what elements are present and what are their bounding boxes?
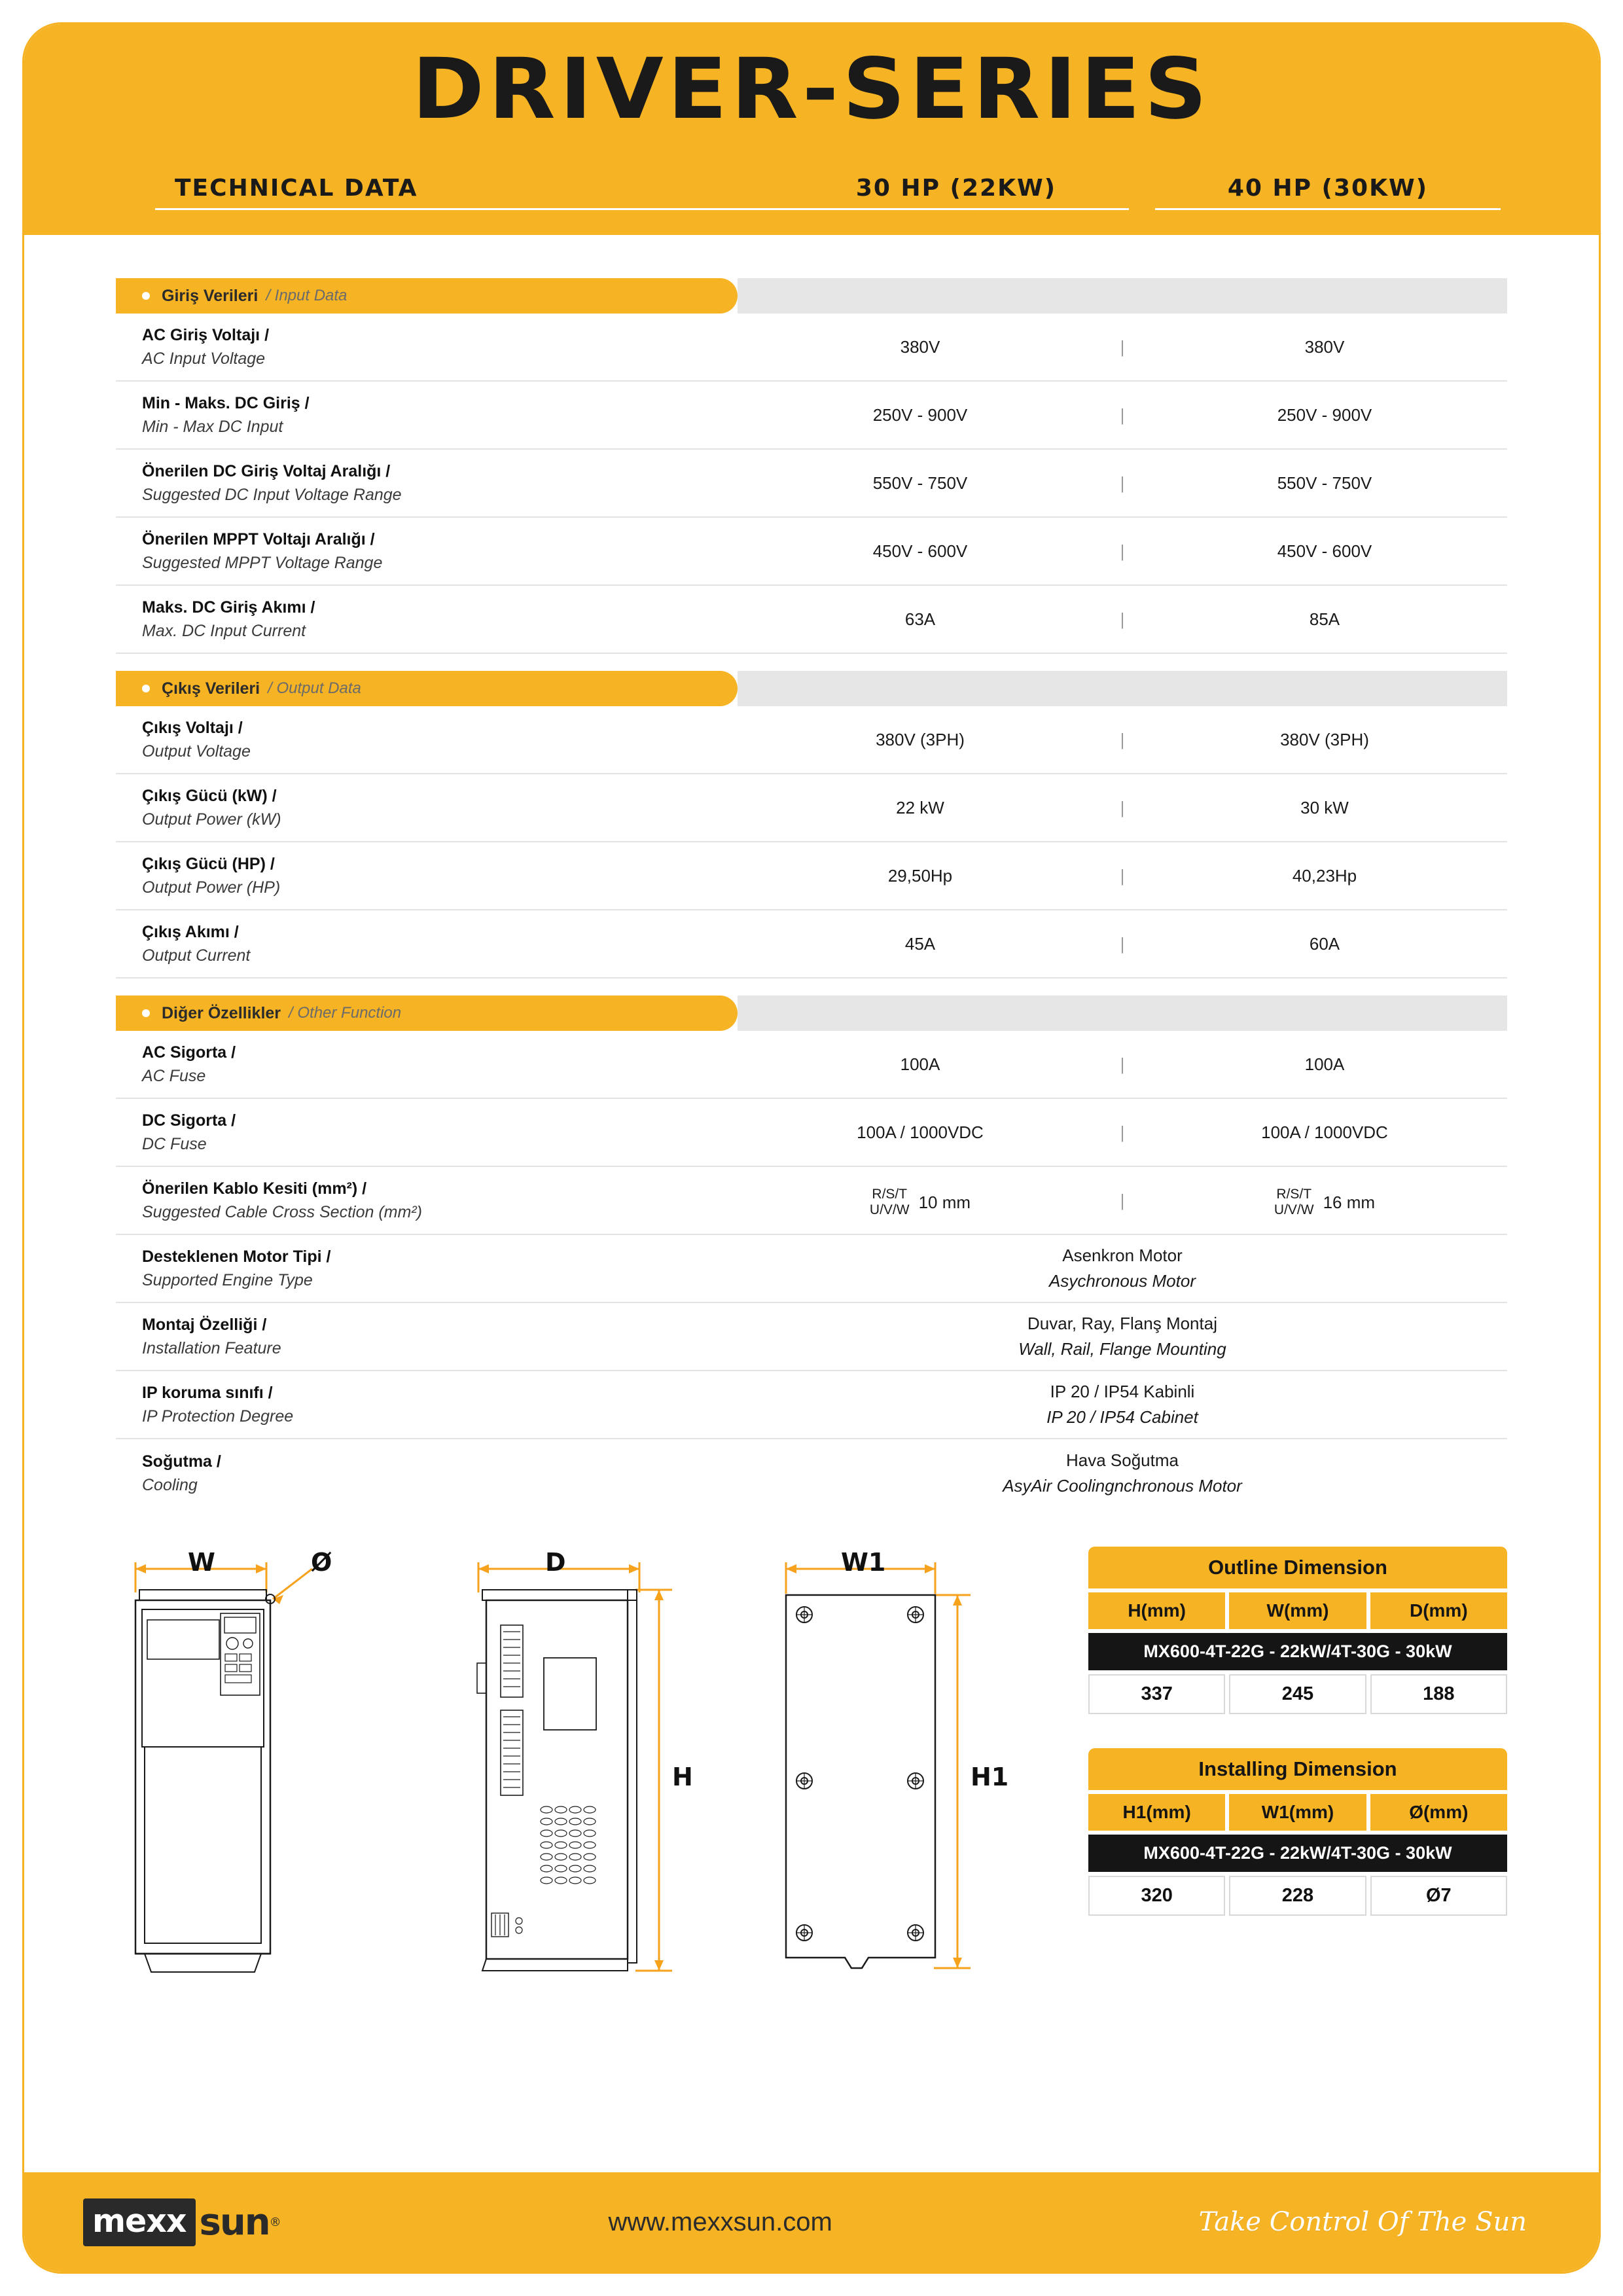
row-value-col2: 550V - 750V <box>1277 473 1372 493</box>
row-value-col1: 550V - 750V <box>872 473 968 493</box>
column-divider: | <box>1120 336 1125 357</box>
row-value-merged <box>738 1243 1507 1294</box>
row-label-en: IP Protection Degree <box>142 1407 294 1426</box>
table-row <box>116 450 1507 518</box>
row-value-col2: 60A <box>1309 933 1340 954</box>
column-header: Ø(mm) <box>1370 1794 1507 1831</box>
row-label <box>116 716 738 764</box>
row-value-en: AsyAir Coolingnchronous Motor <box>1003 1476 1242 1496</box>
row-label-tr: IP koruma sınıfı / <box>142 1383 273 1402</box>
row-value-col1: 45A <box>904 933 936 954</box>
sheet-frame <box>22 22 1601 2274</box>
cable-phase-tags <box>870 1187 910 1218</box>
table-row <box>116 518 1507 586</box>
row-value-col1: 450V - 600V <box>872 541 968 561</box>
row-value-merged <box>738 1311 1507 1362</box>
row-value-col2: 380V (3PH) <box>1280 729 1369 749</box>
section-title-en: / Output Data <box>268 679 361 697</box>
section-title-tr: Diğer Özellikler <box>162 1003 281 1022</box>
row-value-tr: IP 20 / IP54 Kabinli <box>1050 1382 1195 1401</box>
column-divider: | <box>1120 797 1125 817</box>
logo-mexx: mexx <box>83 2198 196 2246</box>
row-value-col1: 63A <box>904 609 936 629</box>
section-title-en: / Other Function <box>289 1004 402 1022</box>
row-label <box>116 1109 738 1157</box>
table-row-cable-cross-section <box>116 1167 1507 1235</box>
row-label-tr: Min - Maks. DC Giriş / <box>142 393 310 412</box>
cable-size-col2: 16 mm <box>1323 1192 1376 1212</box>
table-title: Installing Dimension <box>1088 1748 1507 1790</box>
row-label <box>116 459 738 507</box>
outline-dimension-table <box>1088 1547 1507 1714</box>
row-label-tr: Maks. DC Giriş Akımı / <box>142 598 315 617</box>
product-drawings <box>116 1547 1065 1998</box>
row-value-col1: 29,50Hp <box>887 865 953 886</box>
bullet-icon <box>142 1009 150 1017</box>
column-divider: | <box>1120 1054 1125 1074</box>
row-label-en: Max. DC Input Current <box>142 622 306 640</box>
row-label-en: AC Input Voltage <box>142 350 266 368</box>
technical-data-label: TECHNICAL DATA <box>155 175 783 210</box>
row-label-en: Suggested MPPT Voltage Range <box>142 554 383 572</box>
table-cell: 337 <box>1088 1674 1225 1714</box>
dimensions-area <box>24 1507 1599 1998</box>
row-label-en: Installation Feature <box>142 1339 281 1357</box>
row-value-col1: 22 kW <box>896 797 944 817</box>
row-value-col1: 380V (3PH) <box>876 729 965 749</box>
slogan-text: Take Control Of The Sun <box>1198 2207 1527 2237</box>
table-row <box>116 314 1507 382</box>
cable-size-col1: 10 mm <box>918 1192 971 1212</box>
row-label-en: Supported Engine Type <box>142 1271 313 1289</box>
section-title-en: / Input Data <box>266 287 348 304</box>
row-label-en: Suggested DC Input Voltage Range <box>142 486 402 504</box>
row-label-tr: Çıkış Gücü (HP) / <box>142 854 275 873</box>
row-label-tr: Önerilen DC Giriş Voltaj Aralığı / <box>142 461 391 480</box>
section-pill <box>116 278 738 314</box>
row-label-tr: Desteklenen Motor Tipi / <box>142 1247 331 1266</box>
row-label <box>116 1450 738 1498</box>
row-label-tr: Soğutma / <box>142 1452 221 1471</box>
row-label-tr: DC Sigorta / <box>142 1111 236 1130</box>
row-value-col2: 40,23Hp <box>1292 865 1357 886</box>
row-value-col2: 100A / 1000VDC <box>1261 1122 1388 1142</box>
row-label-en: DC Fuse <box>142 1135 207 1153</box>
table-row <box>116 1235 1507 1303</box>
column-header: D(mm) <box>1370 1592 1507 1629</box>
row-value-col1: 250V - 900V <box>872 404 968 425</box>
row-label-tr: Çıkış Akımı / <box>142 922 239 941</box>
dim-label-w1: W1 <box>841 1548 886 1577</box>
table-value-row <box>1088 1876 1507 1916</box>
table-row <box>116 586 1507 654</box>
column-divider: | <box>1120 1190 1125 1210</box>
row-label-tr: Montaj Özelliği / <box>142 1315 267 1334</box>
row-label-tr: AC Sigorta / <box>142 1043 236 1062</box>
row-label-en: Min - Max DC Input <box>142 418 283 436</box>
row-label-tr: Çıkış Voltajı / <box>142 718 243 737</box>
model-label: MX600-4T-22G - 22kW/4T-30G - 30kW <box>1088 1835 1507 1872</box>
section-bar <box>738 671 1507 706</box>
row-label <box>116 596 738 643</box>
table-cell: 320 <box>1088 1876 1225 1916</box>
row-label-tr: Önerilen Kablo Kesiti (mm²) / <box>142 1179 367 1198</box>
header-columns <box>24 175 1599 210</box>
drawing-side-view <box>463 1547 744 1998</box>
table-row <box>116 1099 1507 1167</box>
column-divider: | <box>1120 609 1125 629</box>
row-label <box>116 784 738 832</box>
cable-value-group <box>1274 1187 1375 1218</box>
row-value-col1: 380V <box>900 336 940 357</box>
row-label-tr: Çıkış Gücü (kW) / <box>142 786 277 805</box>
registered-trademark-icon: ® <box>269 2215 281 2229</box>
section-title-tr: Çıkış Verileri <box>162 679 260 698</box>
table-cell: 245 <box>1229 1674 1366 1714</box>
section-title-tr: Giriş Verileri <box>162 286 259 305</box>
row-label <box>116 528 738 575</box>
dim-label-diameter: Ø <box>311 1548 332 1577</box>
row-value-col2: 450V - 600V <box>1277 541 1372 561</box>
row-value-col1: 100A / 1000VDC <box>857 1122 984 1142</box>
row-label <box>116 1245 738 1293</box>
row-value-merged <box>738 1448 1507 1499</box>
row-label-en: Output Voltage <box>142 742 251 761</box>
section-bar <box>738 996 1507 1031</box>
column-header: W(mm) <box>1229 1592 1366 1629</box>
row-label <box>116 852 738 900</box>
column-header-40hp: 40 HP (30KW) <box>1155 175 1501 210</box>
table-title: Outline Dimension <box>1088 1547 1507 1588</box>
table-row <box>116 706 1507 774</box>
row-label-tr: Önerilen MPPT Voltajı Aralığı / <box>142 529 375 548</box>
row-label <box>116 323 738 371</box>
row-value-col2: 85A <box>1309 609 1340 629</box>
column-divider: | <box>1120 933 1125 954</box>
row-label <box>116 1313 738 1361</box>
column-divider: | <box>1120 473 1125 493</box>
page-title: DRIVER-SERIES <box>412 41 1211 138</box>
row-label-en: Cooling <box>142 1476 198 1494</box>
section-bar <box>738 278 1507 314</box>
row-value-col2 <box>1142 1183 1507 1218</box>
row-label <box>116 1381 738 1429</box>
row-label-en: Output Current <box>142 946 251 965</box>
table-row <box>116 774 1507 842</box>
table-row <box>116 382 1507 450</box>
cable-tag-rst: R/S/T <box>1276 1186 1312 1202</box>
section-header-other-function <box>116 996 1507 1031</box>
column-header: H1(mm) <box>1088 1794 1225 1831</box>
model-label: MX600-4T-22G - 22kW/4T-30G - 30kW <box>1088 1633 1507 1670</box>
row-value-en: Wall, Rail, Flange Mounting <box>1018 1339 1226 1359</box>
row-value-col1: 100A <box>900 1054 940 1074</box>
row-label-en: Output Power (HP) <box>142 878 281 897</box>
table-row <box>116 1031 1507 1099</box>
bullet-icon <box>142 685 150 692</box>
row-label-en: Suggested Cable Cross Section (mm²) <box>142 1203 422 1221</box>
section-pill <box>116 671 738 706</box>
row-label-en: AC Fuse <box>142 1067 206 1085</box>
row-label <box>116 920 738 968</box>
row-value-en: Asychronous Motor <box>1049 1271 1196 1291</box>
table-header-row <box>1088 1794 1507 1831</box>
table-row <box>116 1371 1507 1439</box>
table-cell: 228 <box>1229 1876 1366 1916</box>
row-label <box>116 1177 738 1225</box>
table-row <box>116 1439 1507 1507</box>
bullet-icon <box>142 292 150 300</box>
row-value-col2: 30 kW <box>1300 797 1349 817</box>
row-value-tr: Duvar, Ray, Flanş Montaj <box>1027 1314 1217 1333</box>
drawing-front-view <box>116 1547 443 1998</box>
row-value-tr: Hava Soğutma <box>1066 1450 1179 1470</box>
column-divider: | <box>1120 541 1125 561</box>
row-value-col1 <box>738 1183 1103 1218</box>
column-header: H(mm) <box>1088 1592 1225 1629</box>
table-row <box>116 910 1507 978</box>
table-cell: Ø7 <box>1370 1876 1507 1916</box>
column-header-30hp: 30 HP (22KW) <box>783 175 1129 210</box>
row-value-col2: 250V - 900V <box>1277 404 1372 425</box>
table-row <box>116 842 1507 910</box>
row-value-en: IP 20 / IP54 Cabinet <box>1046 1407 1198 1427</box>
drawing-rear-view <box>764 1547 1039 1998</box>
row-value-tr: Asenkron Motor <box>1062 1246 1183 1265</box>
logo-sun: sun <box>199 2200 270 2244</box>
column-divider: | <box>1120 729 1125 749</box>
spec-body <box>24 235 1599 1507</box>
section-header-input-data <box>116 278 1507 314</box>
column-divider: | <box>1120 865 1125 886</box>
cable-tag-rst: R/S/T <box>872 1186 908 1202</box>
row-value-merged <box>738 1379 1507 1430</box>
row-label <box>116 1041 738 1088</box>
table-cell: 188 <box>1370 1674 1507 1714</box>
footer-bar <box>24 2172 1599 2272</box>
column-divider: | <box>1120 404 1125 425</box>
installing-dimension-table <box>1088 1748 1507 1916</box>
dim-label-d: D <box>545 1548 566 1577</box>
row-value-col2: 380V <box>1304 336 1345 357</box>
table-row <box>116 1303 1507 1371</box>
section-pill <box>116 996 738 1031</box>
row-value-col2: 100A <box>1304 1054 1345 1074</box>
table-value-row <box>1088 1674 1507 1714</box>
dim-label-h: H <box>672 1763 693 1791</box>
dim-label-w: W <box>188 1548 215 1577</box>
cable-tag-uvw: U/V/W <box>869 1202 910 1217</box>
dim-label-h1: H1 <box>971 1763 1009 1791</box>
dimension-tables <box>1088 1547 1507 1950</box>
row-label <box>116 391 738 439</box>
row-label-en: Output Power (kW) <box>142 810 281 829</box>
column-header: W1(mm) <box>1229 1794 1366 1831</box>
cable-tag-uvw: U/V/W <box>1274 1202 1314 1217</box>
cable-phase-tags <box>1274 1187 1314 1218</box>
cable-value-group <box>870 1187 971 1218</box>
website-url[interactable]: www.mexxsun.com <box>608 2207 832 2236</box>
row-label-tr: AC Giriş Voltajı / <box>142 325 270 344</box>
header-banner <box>24 24 1599 235</box>
section-header-output-data <box>116 671 1507 706</box>
table-header-row <box>1088 1592 1507 1629</box>
column-divider: | <box>1120 1122 1125 1142</box>
